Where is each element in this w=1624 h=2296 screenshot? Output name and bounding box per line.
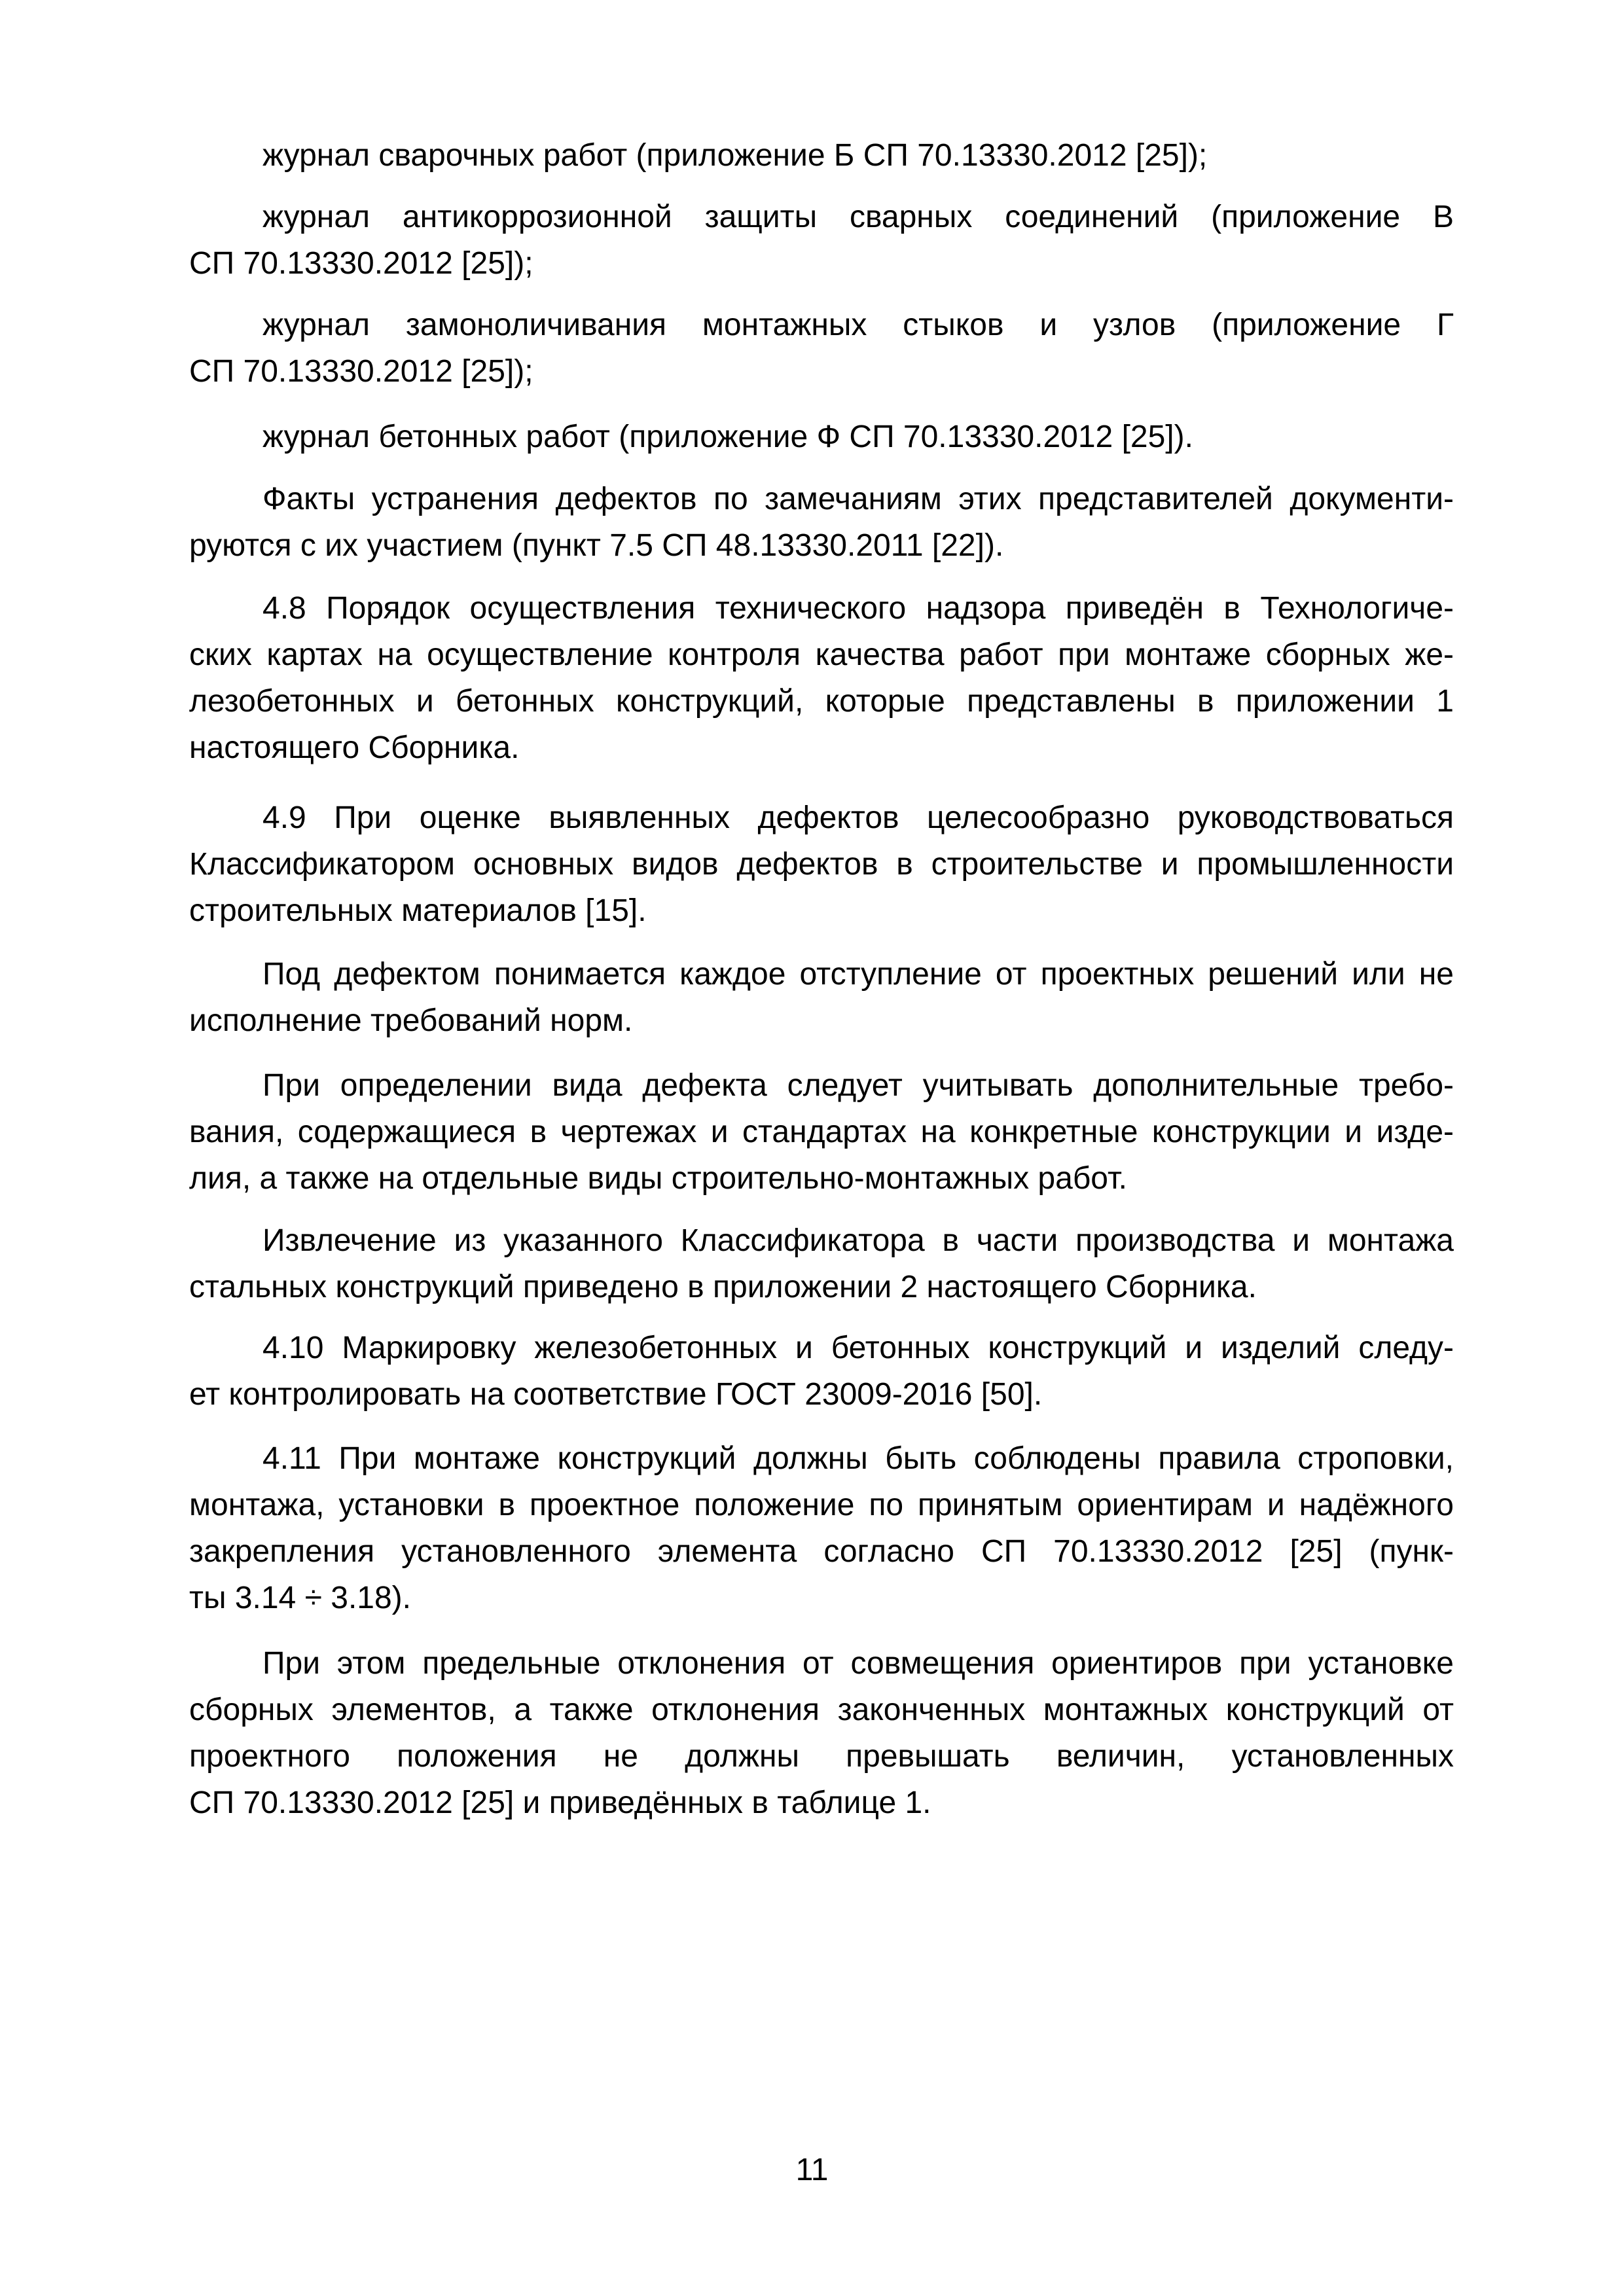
text-line: проектного положения не должны превышать величин, установленных bbox=[189, 1739, 1454, 1774]
paragraph bbox=[189, 951, 1454, 1044]
paragraph bbox=[189, 1325, 1454, 1418]
text-line: ских картах на осуществление контроля качества работ при монтаже сборных же- bbox=[189, 637, 1454, 672]
text-line: При определении вида дефекта следует учитывать дополнительные требо- bbox=[262, 1068, 1454, 1103]
text-line: СП 70.13330.2012 [25]); bbox=[189, 246, 533, 281]
text-line: закрепления установленного элемента согласно СП 70.13330.2012 [25] (пунк- bbox=[189, 1534, 1454, 1569]
paragraph bbox=[189, 194, 1454, 287]
paragraph bbox=[189, 1640, 1454, 1826]
text-line: Под дефектом понимается каждое отступление от проектных решений или не bbox=[262, 957, 1454, 992]
text-line: СП 70.13330.2012 [25] и приведённых в таблице 1. bbox=[189, 1785, 931, 1820]
text-line: ты 3.14 ÷ 3.18). bbox=[189, 1581, 411, 1615]
text-line: журнал бетонных работ (приложение Ф СП 70.13330.2012 [25]). bbox=[262, 420, 1193, 454]
paragraph bbox=[189, 132, 1454, 179]
text-line: 4.11 При монтаже конструкций должны быть соблюдены правила строповки, bbox=[262, 1441, 1454, 1476]
text-line: 4.8 Порядок осуществления технического надзора приведён в Технологиче- bbox=[262, 591, 1454, 626]
text-line: лезобетонных и бетонных конструкций, которые представлены в приложении 1 bbox=[189, 684, 1454, 719]
paragraph bbox=[189, 1435, 1454, 1621]
text-line: сборных элементов, а также отклонения законченных монтажных конструкций от bbox=[189, 1693, 1454, 1727]
text-line: 4.10 Маркировку железобетонных и бетонных конструкций и изделий следу- bbox=[262, 1331, 1454, 1365]
paragraph bbox=[189, 585, 1454, 771]
text-line: руются с их участием (пункт 7.5 СП 48.13330.2011 [22]). bbox=[189, 528, 1004, 563]
text-line: строительных материалов [15]. bbox=[189, 893, 647, 928]
text-line: Классификатором основных видов дефектов в строительстве и промышленности bbox=[189, 847, 1454, 882]
text-line: монтажа, установки в проектное положение по принятым ориентирам и надёжного bbox=[189, 1488, 1454, 1522]
text-line: журнал замоноличивания монтажных стыков и узлов (приложение Г bbox=[262, 308, 1454, 342]
text-line: ет контролировать на соответствие ГОСТ 23009-2016 [50]. bbox=[189, 1377, 1043, 1412]
paragraph bbox=[189, 476, 1454, 569]
text-line: При этом предельные отклонения от совмещения ориентиров при установке bbox=[262, 1646, 1454, 1681]
paragraph bbox=[189, 1217, 1454, 1310]
text-line: 4.9 При оценке выявленных дефектов целесообразно руководствоваться bbox=[262, 800, 1454, 835]
paragraph bbox=[189, 414, 1454, 460]
text-line: Факты устранения дефектов по замечаниям этих представителей документи- bbox=[262, 482, 1454, 516]
paragraph bbox=[189, 795, 1454, 934]
text-line: вания, содержащиеся в чертежах и стандартах на конкретные конструкции и изде- bbox=[189, 1115, 1454, 1149]
text-line: стальных конструкций приведено в приложении 2 настоящего Сборника. bbox=[189, 1270, 1257, 1304]
text-line: лия, а также на отдельные виды строительно-монтажных работ. bbox=[189, 1161, 1127, 1196]
paragraph bbox=[189, 1062, 1454, 1202]
text-line: журнал сварочных работ (приложение Б СП 70.13330.2012 [25]); bbox=[262, 138, 1208, 173]
text-line: журнал антикоррозионной защиты сварных соединений (приложение В bbox=[262, 200, 1454, 234]
page-number: 11 bbox=[795, 2153, 829, 2187]
text-line: СП 70.13330.2012 [25]); bbox=[189, 354, 533, 389]
text-line: Извлечение из указанного Классификатора в части производства и монтажа bbox=[262, 1223, 1454, 1258]
text-line: исполнение требований норм. bbox=[189, 1003, 633, 1038]
text-line: настоящего Сборника. bbox=[189, 730, 520, 765]
paragraph bbox=[189, 302, 1454, 395]
